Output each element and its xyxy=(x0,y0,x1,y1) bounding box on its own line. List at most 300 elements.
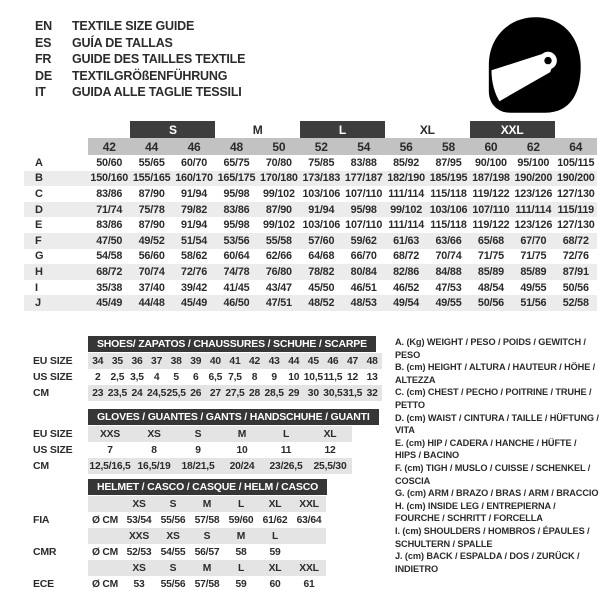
row-cells xyxy=(88,576,326,592)
measurement-cell: 91/94 xyxy=(181,187,208,200)
measurement-cell: 58/62 xyxy=(181,250,208,263)
measurement-cell: 123/126 xyxy=(514,219,553,232)
row-cells xyxy=(88,544,292,560)
row-cells xyxy=(88,458,352,474)
helmet-value-cell: 55/56 xyxy=(160,578,186,590)
legend-item: F. (cm) TIGH / MUSLO / CUISSE / SCHENKEL / COSCIA xyxy=(395,462,591,486)
helmet-size-cell: XXL xyxy=(299,498,319,510)
measurement-cell: 60/64 xyxy=(223,250,250,263)
measurement-cell: 87/91 xyxy=(562,265,589,278)
value-cell: 39 xyxy=(190,355,202,367)
value-cell: 13 xyxy=(366,371,378,383)
row-letter: H xyxy=(35,265,43,278)
measurement-cell: 44/48 xyxy=(138,297,165,310)
language-title: TEXTILGRÖßENFÜHRUNG xyxy=(72,68,228,83)
measurement-cell: 66/70 xyxy=(350,250,377,263)
value-cell: 43 xyxy=(268,355,280,367)
helmet-value-cell: 53/54 xyxy=(126,514,152,526)
measurement-cell: 68/72 xyxy=(562,234,589,247)
racing-helmet-icon xyxy=(478,12,588,118)
measurement-cell: 50/56 xyxy=(477,297,504,310)
helmet-size-cell: M xyxy=(202,562,212,574)
row-label: EU SIZE xyxy=(33,428,73,440)
row-label: CM xyxy=(33,387,49,399)
size-group-row xyxy=(24,121,597,138)
helmet-size-cell: L xyxy=(237,562,245,574)
legend-item: B. (cm) HEIGHT / ALTURA / HAUTEUR / HÖHE / ALTEZZA xyxy=(395,362,596,385)
size-number-cell: 46 xyxy=(173,138,215,155)
corner-cell xyxy=(24,138,88,155)
legend-item: D. (cm) WAIST / CINTURA / TAILLE / HÜFTUNG / VITA xyxy=(395,412,599,436)
value-cell: 35 xyxy=(111,355,123,367)
size-number-cell: 64 xyxy=(555,138,597,155)
empty-band-cell xyxy=(88,121,130,138)
measurement-cell: 190/200 xyxy=(556,172,595,185)
row-label: EU SIZE xyxy=(33,355,73,367)
language-title: TEXTILE SIZE GUIDE xyxy=(72,19,195,34)
measurement-cell: 75/78 xyxy=(138,203,165,216)
size-group-xl: XL xyxy=(419,122,435,137)
row-letter: B xyxy=(35,172,43,185)
value-cell: 36 xyxy=(131,355,143,367)
value-cell: 8 xyxy=(151,444,157,456)
row-letter: I xyxy=(35,281,38,294)
legend-item: G. (cm) ARM / BRAZO / BRAS / ARM / BRACCIO xyxy=(395,488,599,499)
measurement-cell: 49/55 xyxy=(520,281,547,294)
helmet-icon-svg xyxy=(478,12,588,118)
size-number-cell: 52 xyxy=(300,138,342,155)
measurement-cell: 45/50 xyxy=(308,281,335,294)
legend-item: E. (cm) HIP / CADERA / HANCHE / HÜFTE / HIPS / BACINO xyxy=(395,437,577,461)
helmet-value-cell: 59/60 xyxy=(228,514,254,526)
legend-item: I. (cm) SHOULDERS / HOMBROS / ÉPAULES / SCHULTERN / SPALLE xyxy=(395,525,590,549)
value-cell: 45 xyxy=(307,355,319,367)
shoes-section-header: SHOES/ ZAPATOS / CHAUSSURES / SCHUHE / SCARPE xyxy=(88,336,376,352)
value-cell: 6 xyxy=(193,371,199,383)
measurement-cell: 47/51 xyxy=(265,297,292,310)
measurement-cell: 39/42 xyxy=(181,281,208,294)
helmet-size-cell: XS xyxy=(132,498,146,510)
value-cell: 32 xyxy=(366,387,378,399)
row-label: US SIZE xyxy=(33,444,73,456)
size-group-m: M xyxy=(252,122,263,137)
language-code: EN xyxy=(35,19,52,34)
row-cells xyxy=(88,560,326,576)
diameter-unit-cell: Ø CM xyxy=(91,514,119,526)
size-number-cell: 58 xyxy=(427,138,469,155)
helmet-value-cell: 57/58 xyxy=(194,514,220,526)
value-cell: 25,5 xyxy=(166,387,186,399)
measurement-cell: 49/55 xyxy=(435,297,462,310)
helmet-size-cell: S xyxy=(169,498,177,510)
measurement-cell: 47/53 xyxy=(435,281,462,294)
size-group-s: S xyxy=(130,121,215,138)
measurement-cell: 85/89 xyxy=(477,265,504,278)
helmet-size-cell: L xyxy=(271,530,279,542)
size-group-xxl: XXL xyxy=(470,121,555,138)
measurement-row-f xyxy=(24,233,597,249)
value-cell: 11,5 xyxy=(323,371,343,383)
empty-band-cell xyxy=(555,121,597,138)
language-row xyxy=(35,18,245,35)
row-label: US SIZE xyxy=(33,371,73,383)
measurement-cell: 57/60 xyxy=(308,234,335,247)
value-cell: 23 xyxy=(92,387,104,399)
language-code: DE xyxy=(35,68,52,83)
measurement-cell: 160/170 xyxy=(175,172,213,185)
value-cell: 12 xyxy=(346,371,359,383)
language-title: GUÍA DE TALLAS xyxy=(72,35,173,50)
measurement-cell: 43/47 xyxy=(265,281,292,294)
measurement-cell: 75/85 xyxy=(308,156,335,169)
value-cell: 46 xyxy=(327,355,339,367)
measurement-cell: 68/72 xyxy=(393,250,420,263)
value-cell: 38 xyxy=(170,355,182,367)
measurement-cell: 127/130 xyxy=(556,219,595,232)
size-number-cell: 54 xyxy=(342,138,384,155)
measurement-cell: 119/122 xyxy=(472,187,510,200)
measurement-cell: 115/118 xyxy=(430,187,467,200)
measurement-cell: 78/82 xyxy=(308,265,335,278)
measurement-cell: 170/180 xyxy=(260,172,298,185)
value-cell: 8 xyxy=(251,371,258,383)
measurement-row-j xyxy=(24,295,597,311)
row-cells xyxy=(88,426,352,442)
value-cell: 10,5 xyxy=(303,371,323,383)
value-cell: 37 xyxy=(151,355,163,367)
value-cell: 30,5 xyxy=(323,387,343,399)
measurement-cell: 103/106 xyxy=(302,187,341,200)
measurement-cell: 52/58 xyxy=(562,297,589,310)
measurement-row-d xyxy=(24,202,597,218)
helmet-value-cell: 55/56 xyxy=(160,514,186,526)
measurement-cell: 177/187 xyxy=(344,172,383,185)
measurement-cell: 115/118 xyxy=(430,219,467,232)
language-code: ES xyxy=(35,35,52,50)
measurement-cell: 83/86 xyxy=(96,187,123,200)
measurement-legend xyxy=(395,336,599,575)
helmet-value-cell: 63/64 xyxy=(296,514,322,526)
helmet-size-cell: XS xyxy=(132,562,146,574)
measurement-row-c xyxy=(24,186,597,202)
helmet-value-cell: 59 xyxy=(269,546,281,558)
legend-item: C. (cm) CHEST / PECHO / POITRINE / TRUHE / PETTO xyxy=(395,387,592,410)
value-cell: 31,5 xyxy=(342,387,363,399)
helmet-value-cell: 56/57 xyxy=(194,546,220,558)
helmet-size-cell: S xyxy=(169,562,177,574)
measurement-cell: 85/92 xyxy=(393,156,420,169)
measurement-cell: 60/70 xyxy=(181,156,208,169)
value-cell: 4 xyxy=(153,371,160,383)
measurement-cell: 190/200 xyxy=(514,172,553,185)
measurement-cell: 99/102 xyxy=(390,203,423,216)
row-cells xyxy=(88,512,326,528)
row-letter: A xyxy=(35,156,43,169)
language-header xyxy=(35,18,245,101)
measurement-cell: 84/88 xyxy=(435,265,462,278)
value-cell: 9 xyxy=(271,371,277,383)
measurement-cell: 37/40 xyxy=(138,281,165,294)
language-title: GUIDA ALLE TAGLIE TESSILI xyxy=(72,85,242,100)
measurement-cell: 91/94 xyxy=(308,203,335,216)
measurement-cell: 107/110 xyxy=(345,219,383,232)
measurement-cell: 45/49 xyxy=(181,297,208,310)
measurement-cell: 71/75 xyxy=(477,250,504,263)
value-cell: 20/24 xyxy=(229,460,255,472)
measurement-cell: 127/130 xyxy=(556,187,595,200)
value-cell: XL xyxy=(323,428,337,440)
measurement-cell: 50/60 xyxy=(96,156,123,169)
value-cell: 24,5 xyxy=(146,387,167,399)
helmet-value-cell: 61/62 xyxy=(262,514,288,526)
row-label: CM xyxy=(33,460,49,472)
measurement-cell: 72/76 xyxy=(562,250,589,263)
value-cell: 9 xyxy=(195,444,201,456)
row-letter: F xyxy=(35,234,42,247)
measurement-cell: 64/68 xyxy=(308,250,335,263)
measurement-cell: 45/49 xyxy=(96,297,123,310)
language-row xyxy=(35,84,245,101)
measurement-cell: 173/183 xyxy=(302,172,341,185)
value-cell: 40 xyxy=(209,355,221,367)
value-cell: 7 xyxy=(107,444,113,456)
measurement-cell: 99/102 xyxy=(262,187,295,200)
measurement-row-h xyxy=(24,264,597,280)
standard-label: CMR xyxy=(33,546,57,558)
row-letter: E xyxy=(35,219,43,232)
size-number-cell: 56 xyxy=(385,138,427,155)
size-number-cell: 60 xyxy=(470,138,512,155)
measurement-cell: 155/165 xyxy=(132,172,171,185)
measurement-cell: 111/114 xyxy=(388,219,425,232)
size-group-l: L xyxy=(300,121,385,138)
legend-item: A. (Kg) WEIGHT / PESO / POIDS / GEWITCH / PESO xyxy=(395,337,586,360)
measurement-cell: 103/106 xyxy=(302,219,341,232)
measurement-cell: 74/78 xyxy=(223,265,250,278)
measurement-row-g xyxy=(24,249,597,265)
value-cell: 42 xyxy=(249,355,261,367)
standard-label: FIA xyxy=(33,514,50,526)
corner-cell xyxy=(24,121,88,138)
measurement-cell: 51/54 xyxy=(181,234,208,247)
measurement-cell: 71/75 xyxy=(520,250,547,263)
helmet-size-cell: S xyxy=(203,530,211,542)
measurement-cell: 87/95 xyxy=(435,156,462,169)
measurement-cell: 72/76 xyxy=(181,265,208,278)
measurement-cell: 46/51 xyxy=(350,281,377,294)
size-number-cell: 42 xyxy=(88,138,130,155)
helmet-standard-row-ece xyxy=(0,576,600,592)
value-cell: 26 xyxy=(190,387,202,399)
row-letter: G xyxy=(35,250,44,263)
measurement-cell: 48/53 xyxy=(350,297,377,310)
value-cell: 2 xyxy=(95,371,101,383)
legend-item: H. (cm) INSIDE LEG / ENTREPIERNA / FOURCHE / SCHRITT / FORCELLA xyxy=(395,500,556,524)
measurement-cell: 48/54 xyxy=(477,281,504,294)
helmet-size-cell: XXS xyxy=(128,530,149,542)
measurement-cell: 105/115 xyxy=(557,156,595,169)
value-cell: 28 xyxy=(249,387,261,399)
measurement-cell: 65/75 xyxy=(223,156,250,169)
measurement-cell: 76/80 xyxy=(265,265,292,278)
measurement-cell: 107/110 xyxy=(472,203,510,216)
row-cells xyxy=(88,385,382,401)
measurement-cell: 99/102 xyxy=(262,219,295,232)
measurement-row-e xyxy=(24,217,597,233)
measurement-cell: 35/38 xyxy=(96,281,123,294)
row-letter: C xyxy=(35,187,43,200)
measurement-cell: 95/98 xyxy=(223,187,250,200)
helmet-value-cell: 61 xyxy=(303,578,315,590)
row-cells xyxy=(88,353,382,369)
size-number-cell: 50 xyxy=(258,138,300,155)
measurement-row-a xyxy=(24,155,597,171)
helmet-size-cell: XS xyxy=(166,530,180,542)
measurement-cell: 182/190 xyxy=(387,172,425,185)
measurement-cell: 62/66 xyxy=(265,250,292,263)
measurement-cell: 51/56 xyxy=(520,297,547,310)
gloves-section-header: GLOVES / GUANTES / GANTS / HANDSCHUHE / GUANTI xyxy=(88,409,379,425)
measurement-cell: 95/100 xyxy=(517,156,550,169)
size-number-cell: 62 xyxy=(512,138,554,155)
measurement-cell: 115/119 xyxy=(557,203,594,216)
measurement-cell: 55/58 xyxy=(265,234,292,247)
textile-size-table xyxy=(24,121,597,311)
helmet-size-cell: M xyxy=(202,498,212,510)
value-cell: 30 xyxy=(307,387,319,399)
value-cell: 18/21,5 xyxy=(181,460,215,472)
value-cell: 29 xyxy=(288,387,300,399)
measurement-cell: 55/65 xyxy=(138,156,165,169)
measurement-cell: 63/66 xyxy=(435,234,462,247)
measurement-cell: 150/160 xyxy=(90,172,129,185)
diameter-unit-cell: Ø CM xyxy=(91,546,119,558)
value-cell: 25,5/30 xyxy=(313,460,347,472)
language-row xyxy=(35,68,245,85)
measurement-cell: 95/98 xyxy=(350,203,377,216)
helmet-size-cell: L xyxy=(237,498,245,510)
helmet-value-cell: 60 xyxy=(269,578,281,590)
measurement-cell: 53/56 xyxy=(223,234,250,247)
measurement-cell: 70/80 xyxy=(265,156,292,169)
measurement-cell: 91/94 xyxy=(181,219,208,232)
standard-label: ECE xyxy=(33,578,54,590)
measurement-cell: 61/63 xyxy=(393,234,420,247)
value-cell: 23/26,5 xyxy=(269,460,303,472)
measurement-cell: 107/110 xyxy=(345,187,383,200)
measurement-cell: 68/72 xyxy=(96,265,123,278)
row-letter: J xyxy=(35,297,41,310)
measurement-cell: 54/58 xyxy=(96,250,123,263)
helmet-section-header: HELMET / CASCO / CASQUE / HELM / CASCO xyxy=(88,479,327,495)
value-cell: 11 xyxy=(280,444,292,456)
measurement-cell: 123/126 xyxy=(514,187,553,200)
measurement-cell: 83/88 xyxy=(350,156,377,169)
measurement-cell: 80/84 xyxy=(350,265,377,278)
measurement-cell: 90/100 xyxy=(475,156,507,169)
value-cell: 41 xyxy=(229,355,241,367)
measurement-cell: 187/198 xyxy=(472,172,510,185)
helmet-size-cell: XXL xyxy=(299,562,319,574)
value-cell: XS xyxy=(147,428,161,440)
helmet-value-cell: 59 xyxy=(235,578,247,590)
measurement-cell: 49/54 xyxy=(393,297,420,310)
measurement-cell: 47/50 xyxy=(96,234,123,247)
measurement-cell: 85/89 xyxy=(520,265,547,278)
value-cell: 12,5/16,5 xyxy=(89,460,131,472)
value-cell: 5 xyxy=(173,371,179,383)
measurement-cell: 111/114 xyxy=(388,187,425,200)
diameter-unit-cell: Ø CM xyxy=(91,578,119,590)
measurement-row-b xyxy=(24,171,597,187)
language-row xyxy=(35,35,245,52)
value-cell: 7,5 xyxy=(228,371,242,383)
measurement-cell: 111/114 xyxy=(515,203,552,216)
legend-item: J. (cm) BACK / ESPALDA / DOS / ZURÜCK / INDIETRO xyxy=(395,551,580,574)
measurement-cell: 103/106 xyxy=(429,203,468,216)
value-cell: 44 xyxy=(288,355,300,367)
measurement-cell: 56/60 xyxy=(138,250,165,263)
measurement-cell: 87/90 xyxy=(138,187,165,200)
measurement-cell: 67/70 xyxy=(520,234,547,247)
row-cells xyxy=(88,369,382,385)
measurement-cell: 165/175 xyxy=(217,172,256,185)
value-cell: S xyxy=(194,428,202,440)
measurement-cell: 70/74 xyxy=(435,250,462,263)
value-cell: 47 xyxy=(346,355,359,367)
measurement-cell: 46/50 xyxy=(223,297,250,310)
measurement-cell: 70/74 xyxy=(138,265,165,278)
value-cell: M xyxy=(237,428,247,440)
value-cell: 23,5 xyxy=(107,387,128,399)
helmet-value-cell: 54/55 xyxy=(160,546,186,558)
language-code: FR xyxy=(35,52,52,67)
language-code: IT xyxy=(35,85,46,100)
measurement-cell: 59/62 xyxy=(350,234,377,247)
row-letter: D xyxy=(35,203,43,216)
row-cells xyxy=(88,528,326,544)
value-cell: 24 xyxy=(131,387,143,399)
row-cells xyxy=(88,496,326,512)
value-cell: 16,5/19 xyxy=(137,460,171,472)
language-row xyxy=(35,51,245,68)
helmet-size-cell: XL xyxy=(268,498,282,510)
size-number-cell: 48 xyxy=(215,138,257,155)
measurement-cell: 95/98 xyxy=(223,219,250,232)
measurement-cell: 87/90 xyxy=(265,203,292,216)
value-cell: 10 xyxy=(236,444,248,456)
measurement-cell: 79/82 xyxy=(181,203,208,216)
helmet-value-cell: 58 xyxy=(235,546,247,558)
helmet-value-cell: 53 xyxy=(133,578,145,590)
measurement-cell: 119/122 xyxy=(472,219,510,232)
helmet-value-cell: 57/58 xyxy=(194,578,220,590)
value-cell: 10 xyxy=(288,371,300,383)
value-cell: 12 xyxy=(324,444,336,456)
measurement-cell: 185/195 xyxy=(429,172,468,185)
row-cells xyxy=(88,442,352,458)
size-number-row xyxy=(24,138,597,155)
helmet-value-cell: 52/53 xyxy=(126,546,152,558)
measurement-row-i xyxy=(24,280,597,296)
value-cell: 34 xyxy=(92,355,104,367)
measurement-cell: 46/52 xyxy=(393,281,420,294)
value-cell: 48 xyxy=(366,355,378,367)
helmet-size-cell: M xyxy=(236,530,246,542)
value-cell: XXS xyxy=(99,428,120,440)
measurement-cell: 82/86 xyxy=(393,265,420,278)
size-number-cell: 44 xyxy=(130,138,172,155)
